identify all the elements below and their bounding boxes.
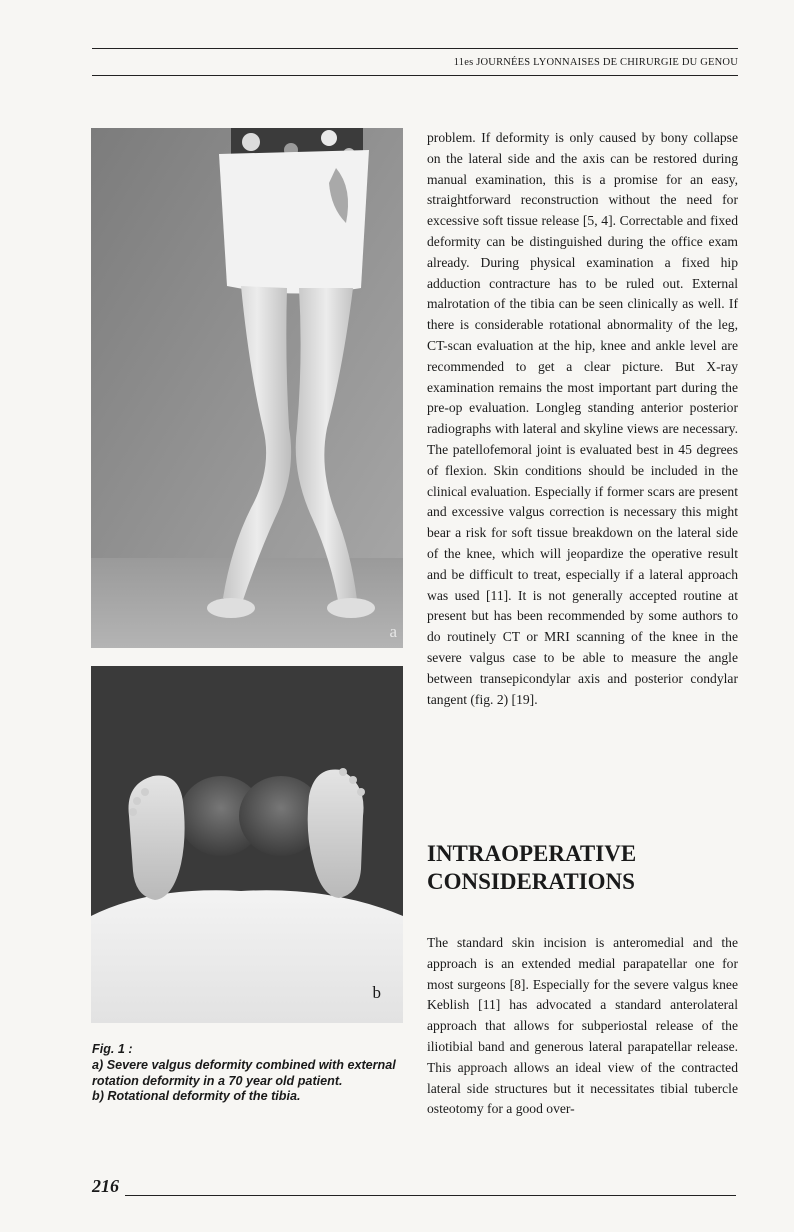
figure-1b-label: b (372, 983, 381, 1002)
section-heading: INTRAOPERATIVE CONSIDERATIONS (427, 841, 637, 894)
header-rule-bottom (92, 75, 738, 76)
running-head: 11es JOURNÉES LYONNAISES DE CHIRURGIE DU GENOU (453, 57, 738, 68)
header-rule-top (92, 48, 738, 49)
footer-rule (125, 1195, 736, 1196)
caption-title: Fig. 1 : (92, 1042, 133, 1056)
figure-1a-label: a (389, 622, 397, 641)
figure-1a-photo (91, 128, 403, 648)
caption-line-b: b) Rotational deformity of the tibia. (92, 1089, 301, 1104)
caption-line-a: a) Severe valgus deformity combined with external rotation deformity in a 70 year old patient. (92, 1057, 396, 1088)
body-paragraph-1: problem. If deformity is only caused by bony collapse on the lateral side and the axis can be restored during manual examination, this is a promise for an easy, straightforward reconstruction without the need for excessive soft tissue release [5, 4]. Correctable and fixed deformity can be distinguished during the office exam already. During physical examination a fixed hip adduction contracture has to be ruled out. External malrotation of the tibia can be seen clinically as well. If there is considerable rotational abnormality of the leg, CT-scan evaluation at the hip, knee and ankle level are recommended to get a clear picture. But X-ray examination remains the most important part during the pre-op evaluation. Longleg standing anterior posterior radiographs with lateral and skyline views are necessary. The patellofemoral joint is evaluated best in 45 degrees of flexion. Skin conditions should be included in the clinical evaluation. Especially if former scars are present and excessive valgus correction is necessary this might bear a risk for soft tissue breakdown on the lateral side of the knee, which will jeopardize the operative result and be difficult to treat, especially if a lateral approach was used [11]. It is not generally accepted routine at present but has been recommended by some authors to do routinely CT or MRI scanning of the knee in the severe valgus case to be able to measure the angle between transepicondylar axis and posterior condylar tangent (fig. 2) [19]. (427, 130, 738, 707)
page-number: 216 (92, 1176, 119, 1196)
figure-caption (92, 1042, 404, 1105)
figure-1b-photo (91, 666, 403, 1023)
body-paragraph-2: The standard skin incision is anteromedial and the approach is an extended medial parapatellar one for most surgeons [8]. Especially for the severe valgus knee Keblish [11] has advocated a standard anterolateral approach that allows for subperiostal release of the iliotibial band and generous lateral parapatellar release. This approach allows an ideal view of the contracted lateral side structures but it necessitates tibial tubercle osteotomy for a good over- (427, 935, 738, 1117)
